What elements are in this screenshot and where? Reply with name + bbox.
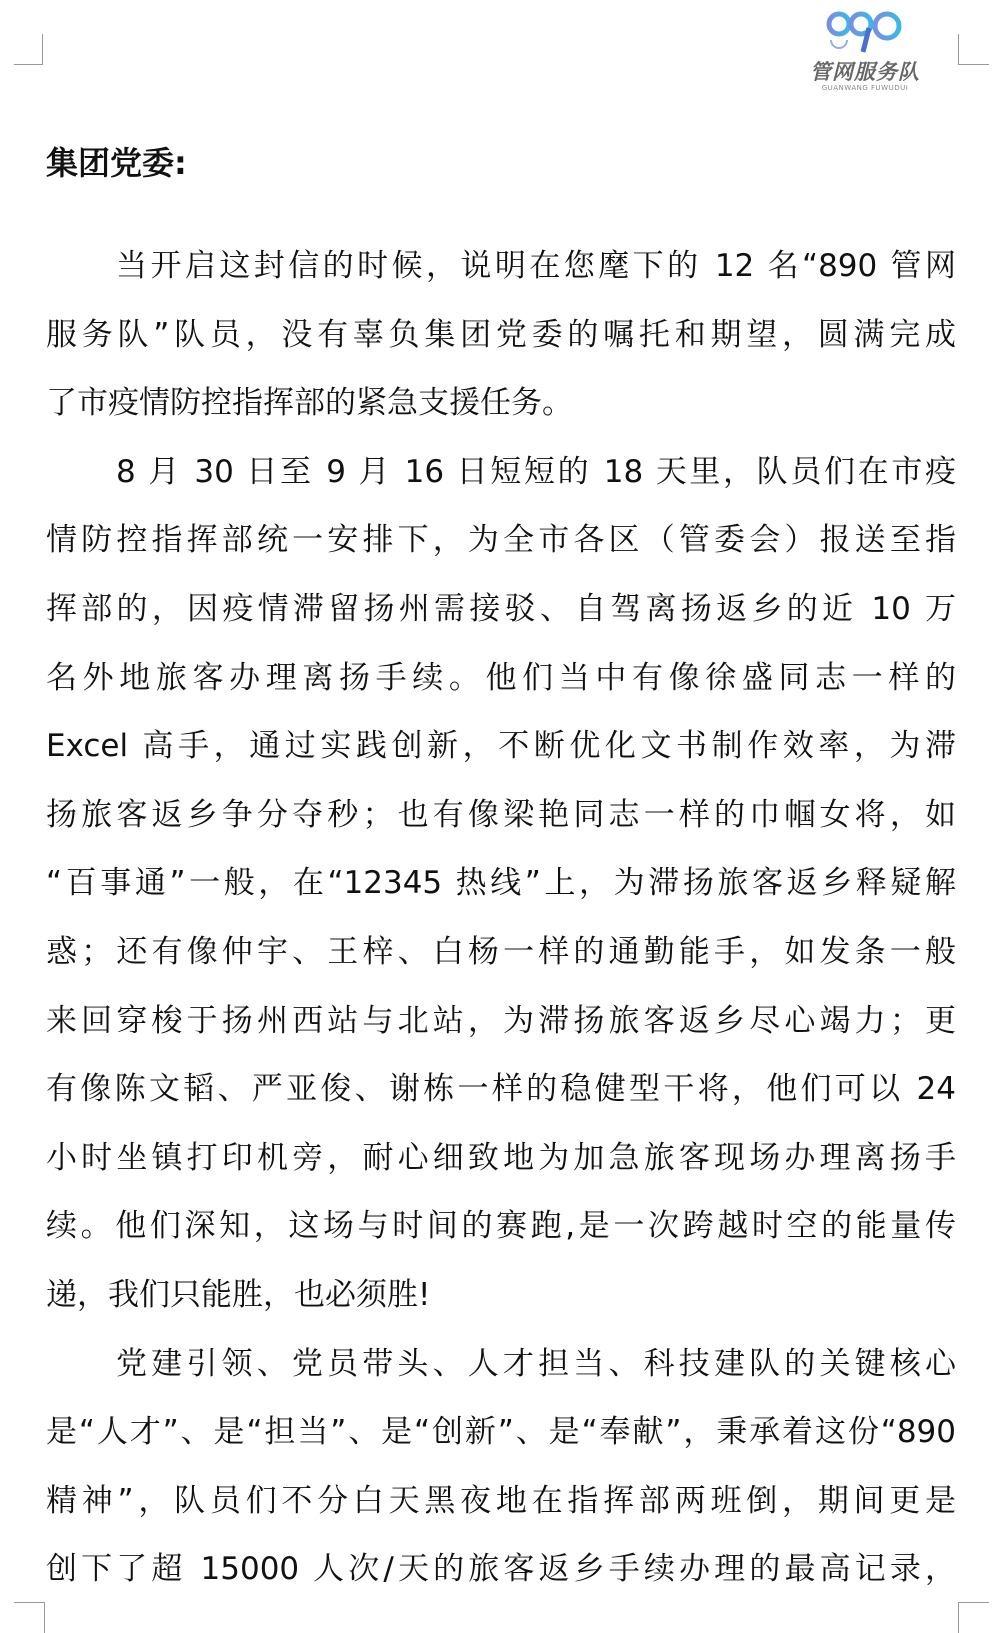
logo-name-en: GUANWANG FUWUDUI [821,84,909,92]
text-line: 递，我们只能胜，也必须胜! [46,1276,431,1313]
letter-body [46,232,956,1604]
text-line: 惑；还有像仲宇、王梓、白杨一样的通勤能手，如发条一般 [46,933,956,970]
page-corner-mark [14,1602,45,1633]
text-line: 当开启这封信的时候，说明在您麾下的 12 名“890 管网 [116,248,956,284]
text-line: 服务队”队员，没有辜负集团党委的嘱托和期望，圆满完成 [46,316,956,353]
text-line: 名外地旅客办理离扬手续。他们当中有像徐盛同志一样的 [46,659,956,696]
text-line: 8 月 30 日至 9 月 16 日短短的 18 天里，队员们在市疫 [116,453,956,490]
text-line: “百事通”一般，在“12345 热线”上，为滞扬旅客返乡释疑解 [46,865,956,902]
text-line: 创下了超 15000 人次/天的旅客返乡手续办理的最高记录， [46,1551,956,1588]
text-line: 是“人才”、是“担当”、是“创新”、是“奉献”，秉承着这份“890 [46,1414,956,1451]
text-line: 扬旅客返乡争分夺秒；也有像梁艳同志一样的巾帼女将，如 [46,796,956,833]
text-line: 情防控指挥部统一安排下，为全市各区（管委会）报送至指 [46,522,956,559]
logo-890-icon [825,10,905,60]
text-line: 来回穿梭于扬州西站与北站，为滞扬旅客返乡尽心竭力；更 [46,1002,956,1039]
logo [795,10,935,110]
text-line: 精神”，队员们不分白天黑夜地在指挥部两班倒，期间更是 [46,1482,956,1519]
page-corner-mark [14,34,43,65]
text-line: 党建引领、党员带头、人才担当、科技建队的关键核心 [116,1345,956,1382]
page-corner-mark [958,1602,989,1633]
text-line: Excel 高手，通过实践创新，不断优化文书制作效率，为滞 [46,728,956,765]
text-line: 有像陈文韬、严亚俊、谢栋一样的稳健型干将，他们可以 24 [46,1071,956,1108]
text-line: 了市疫情防控指挥部的紧急支援任务。 [46,385,573,422]
page-corner-mark [958,34,989,65]
salutation: 集团党委: [46,144,187,182]
text-line: 续。他们深知，这场与时间的赛跑,是一次跨越时空的能量传 [46,1208,956,1245]
text-line: 小时坐镇打印机旁，耐心细致地为加急旅客现场办理离扬手 [46,1139,956,1176]
logo-name: 管网服务队 [810,60,920,84]
text-line: 挥部的，因疫情滞留扬州需接驳、自驾离扬返乡的近 10 万 [46,590,956,627]
